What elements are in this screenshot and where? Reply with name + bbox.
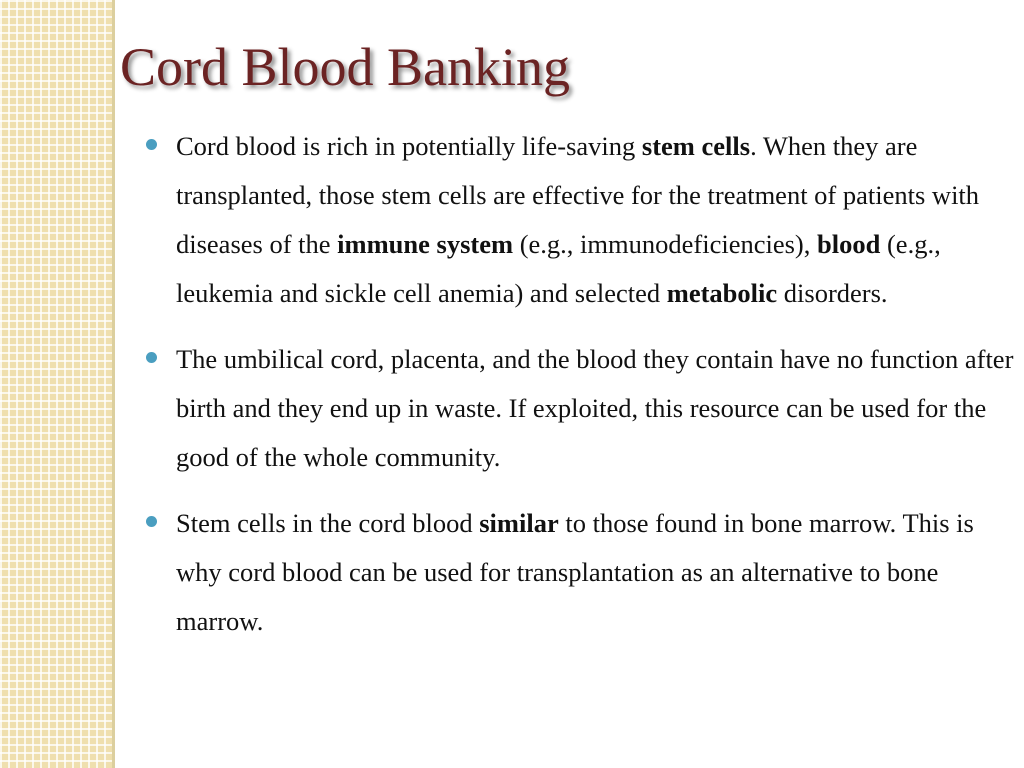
bullet-bold-term: similar: [479, 508, 559, 538]
bullet-text-segment: disorders.: [777, 278, 888, 308]
bullet-item: [144, 335, 1014, 482]
bullet-text-segment: The umbilical cord, placenta, and the blood they contain have no function after birth and they end up in waste. If exploited, this resource can be used for the good of the whole community.: [176, 344, 1014, 472]
bullet-dot-icon: [146, 139, 157, 150]
bullet-item: [144, 122, 1014, 318]
bullet-text-segment: Cord blood is rich in potentially life-saving: [176, 131, 642, 161]
bullet-text-segment: (e.g., immunodeficiencies),: [513, 229, 818, 259]
side-band-edge: [112, 0, 115, 768]
bullet-text-segment: . When they are transplanted, those stem cells are effective for the treatment of patients with diseases of the: [176, 131, 980, 259]
bullet-dot-icon: [146, 352, 157, 363]
bullet-bold-term: blood: [817, 229, 881, 259]
bullet-bold-term: metabolic: [666, 278, 778, 308]
slide-title: Cord Blood Banking: [120, 37, 571, 97]
decorative-side-band: [0, 0, 112, 768]
bullet-dot-icon: [146, 516, 157, 527]
bullet-bold-term: immune system: [337, 229, 514, 259]
bullet-text-segment: to those found in bone marrow. This is why cord blood can be used for transplantation as an alternative to bone marrow.: [176, 508, 974, 636]
bullet-bold-term: stem cells: [641, 131, 751, 161]
bullet-list: [144, 122, 1014, 663]
bullet-item: [144, 499, 1014, 646]
bullet-text-segment: (e.g., leukemia and sickle cell anemia) and selected: [176, 229, 941, 308]
bullet-text-segment: Stem cells in the cord blood: [176, 508, 480, 538]
